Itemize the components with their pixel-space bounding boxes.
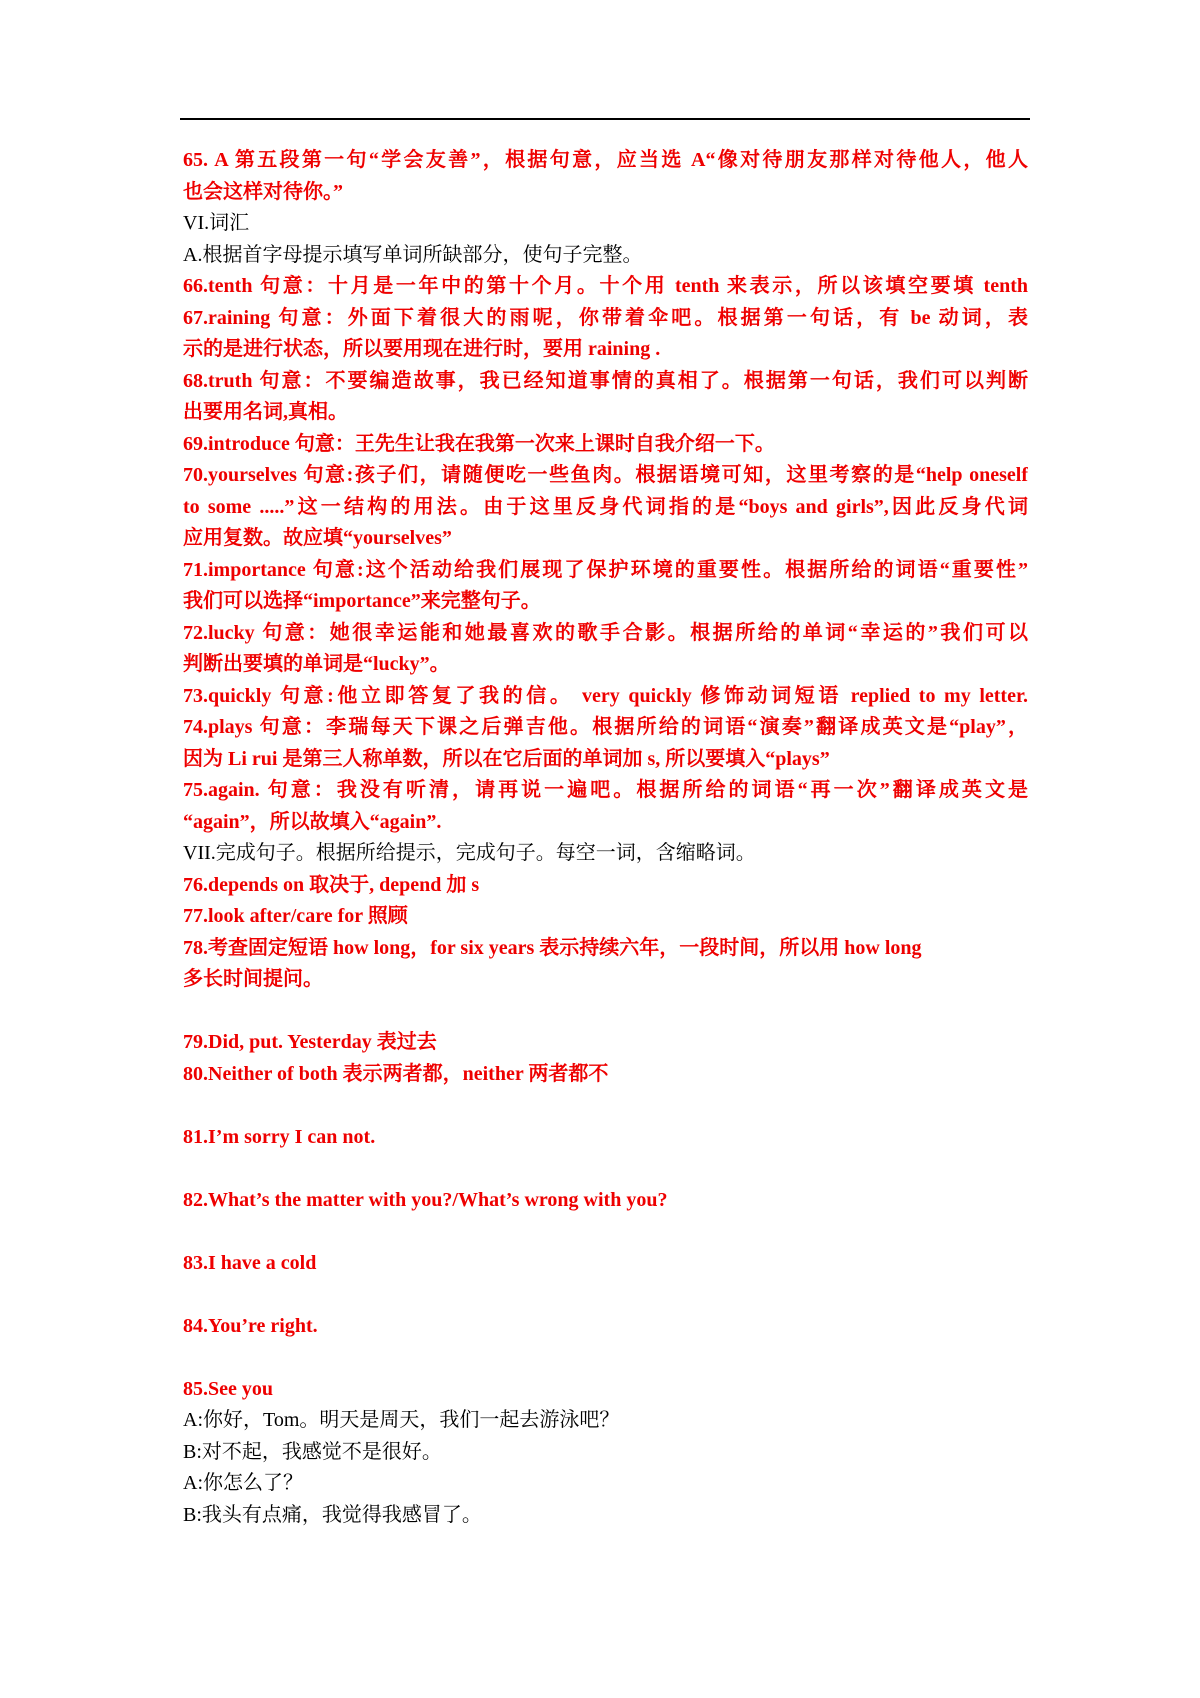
answer-83: 83.I have a cold	[183, 1251, 317, 1274]
answer-78-line-2: 多长时间提问。	[183, 968, 323, 990]
answer-74-line-2: 因为 Li rui 是第三人称单数，所以在它后面的单词加 s, 所以要填入“plays”	[183, 747, 830, 770]
answer-85: 85.See you	[183, 1377, 273, 1400]
answer-82: 82.What’s the matter with you?/What’s wrong with you?	[183, 1188, 668, 1211]
blank-line	[183, 1216, 1028, 1248]
blank-line	[183, 996, 1028, 1028]
answer-65-line-1: 65. A 第五段第一句“学会友善”，根据句意，应当选 A“像对待朋友那样对待他人，他人	[183, 149, 1028, 171]
dialogue-line-a2: A:你怎么了？	[183, 1472, 303, 1494]
answer-74-line-1: 74.plays 句意：李瑞每天下课之后弹吉他。根据所给的词语“演奏”翻译成英文是“play”，	[183, 716, 1028, 738]
answer-73: 73.quickly 句意:他立即答复了我的信。 very quickly 修饰动词短语 replied to my letter.	[183, 684, 1028, 707]
answer-66: 66.tenth 句意：十月是一年中的第十个月。十个用 tenth 来表示，所以该填空要填 tenth	[183, 275, 1028, 297]
dialogue-line-a1: A:你好，Tom。明天是周天，我们一起去游泳吧？	[183, 1409, 620, 1431]
blank-line	[183, 1153, 1028, 1185]
answer-76: 76.depends on 取决于, depend 加 s	[183, 873, 480, 896]
answer-72-line-2: 判断出要填的单词是“lucky”。	[183, 653, 450, 675]
answer-68-line-1: 68.truth 句意：不要编造故事，我已经知道事情的真相了。根据第一句话，我们可以判断	[183, 369, 1028, 392]
answer-71-line-2: 我们可以选择“importance”来完整句子。	[183, 590, 541, 612]
blank-line	[183, 1342, 1028, 1374]
answer-78-line-1: 78.考查固定短语 how long，for six years 表示持续六年，一段时间，所以用 how long	[183, 936, 922, 959]
dialogue-line-b2: B:我头有点痛，我觉得我感冒了。	[183, 1503, 482, 1526]
section-vii-heading: VII.完成句子。根据所给提示，完成句子。每空一词，含缩略词。	[183, 842, 756, 864]
answer-79: 79.Did, put. Yesterday 表过去	[183, 1031, 437, 1053]
answer-84: 84.You’re right.	[183, 1314, 318, 1337]
blank-line	[183, 1279, 1028, 1311]
answer-65-line-2: 也会这样对待你。”	[183, 180, 343, 203]
answer-67-line-1: 67.raining 句意：外面下着很大的雨呢，你带着伞吧。根据第一句话，有 be 动词，表	[183, 306, 1028, 329]
answer-72-line-1: 72.lucky 句意：她很幸运能和她最喜欢的歌手合影。根据所给的单词“幸运的”我们可以	[183, 621, 1028, 644]
answer-81: 81.I’m sorry I can not.	[183, 1125, 376, 1148]
header-rule	[180, 118, 1030, 120]
answer-67-line-2: 示的是进行状态，所以要用现在进行时，要用 raining .	[183, 338, 661, 360]
answer-70-line-1: 70.yourselves 句意:孩子们，请随便吃一些鱼肉。根据语境可知，这里考察的是“help oneself	[183, 464, 1028, 486]
answer-70-line-2: to some .....”这一结构的用法。由于这里反身代词指的是“boys and girls”,因此反身代词	[183, 495, 1028, 518]
answer-key-body	[183, 145, 1028, 1531]
answer-77: 77.look after/care for 照顾	[183, 905, 408, 927]
answer-70-line-3: 应用复数。故应填“yourselves”	[183, 527, 452, 549]
answer-68-line-2: 出要用名词,真相。	[183, 401, 348, 423]
dialogue-line-b1: B:对不起，我感觉不是很好。	[183, 1440, 442, 1463]
answer-71-line-1: 71.importance 句意:这个活动给我们展现了保护环境的重要性。根据所给的词语“重要性”	[183, 558, 1028, 581]
section-vi-a-instructions: A.根据首字母提示填写单词所缺部分，使句子完整。	[183, 243, 643, 266]
section-vi-heading: VI.词汇	[183, 212, 250, 234]
blank-line	[183, 1090, 1028, 1122]
answer-75-line-2: “again”，所以故填入“again”.	[183, 810, 442, 833]
answer-75-line-1: 75.again. 句意：我没有听清，请再说一遍吧。根据所给的词语“再一次”翻译成英文是	[183, 779, 1028, 801]
answer-80: 80.Neither of both 表示两者都，neither 两者都不	[183, 1062, 609, 1085]
answer-69: 69.introduce 句意：王先生让我在我第一次来上课时自我介绍一下。	[183, 432, 775, 455]
